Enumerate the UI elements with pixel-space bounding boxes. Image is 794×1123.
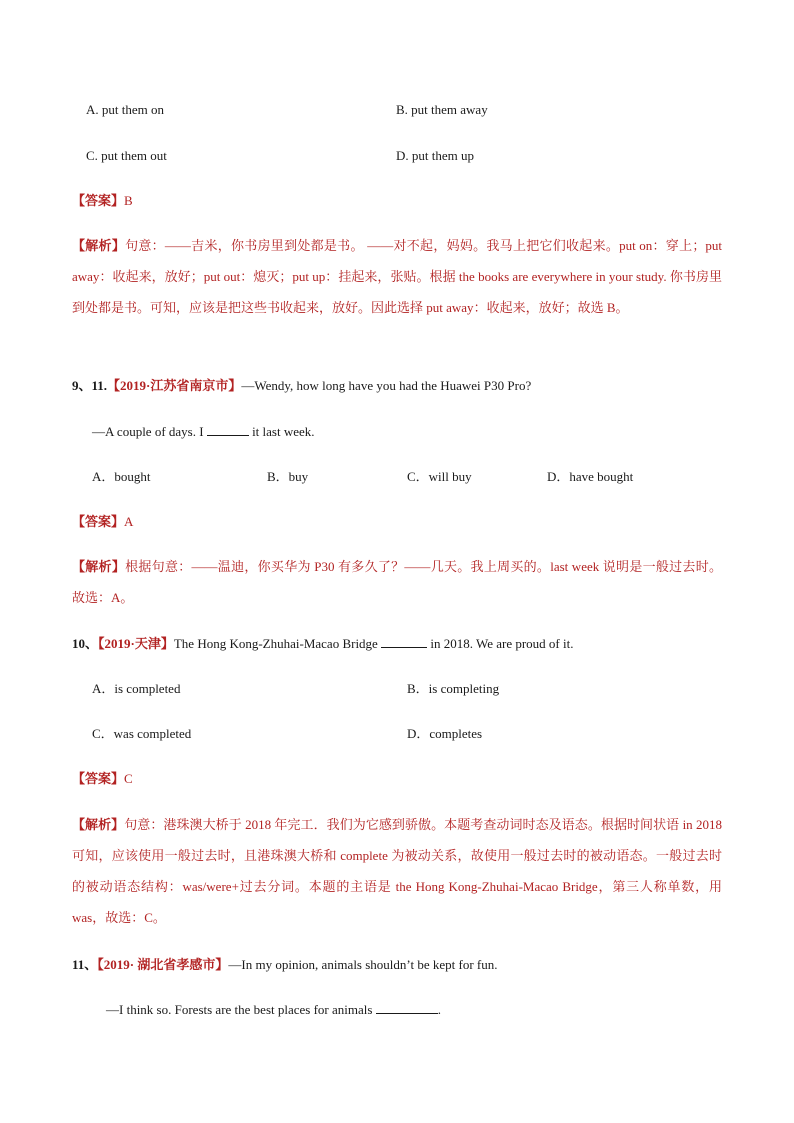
q9-stem [72,377,531,395]
answer-label: 【答案】 [72,771,125,786]
q8-option-b: B. put them away [396,102,488,117]
q9-answer [72,513,133,531]
analysis-label: 【解析】 [72,238,126,253]
q9-option-c: C．will buy [407,469,472,484]
q8-option-a: A. put them on [86,102,164,117]
analysis-label: 【解析】 [72,817,125,832]
q9-reply: —A couple of days. I it last week. [92,424,315,439]
answer-label: 【答案】 [72,193,125,208]
question-source: 【2019·天津】 [98,636,174,651]
answer-blank [376,1001,438,1014]
q9-option-a: A．bought [92,469,151,484]
q8-option-d: D. put them up [396,148,474,163]
question-number: 10、 [72,636,99,651]
answer-blank [207,423,249,436]
answer-value: A [124,514,134,529]
question-text: —Wendy, how long have you had the Huawei P30 Pro? [241,378,532,393]
q10-stem: 10、【2019·天津】The Hong Kong-Zhuhai-Macao Bridge in 2018. We are proud of it. [72,636,574,651]
question-source: 【2019·江苏省南京市】 [107,378,242,393]
q10-answer [72,770,133,788]
answer-value: B [124,193,133,208]
question-text: —In my opinion, animals shouldn’t be kept for fun. [228,957,498,972]
q10-analysis: 【解析】句意：港珠澳大桥于 2018 年完工．我们为它感到骄傲。本题考查动词时态及语态。根据时间状语 in 2018 可知，应该使用一般过去时，且港珠澳大桥和 complete 为被动关系，故使用一般过去时的被动语态。一般过去时的被动语态结构：was/were+过去分词。本题的主语是 the Hong Kong-Zhuhai-Macao Bridge，第三人称单数，用 was，故选：C。 [72,817,722,925]
q8-analysis: 【解析】句意：——吉米，你书房里到处都是书。 ——对不起，妈妈。我马上把它们收起来。put on：穿上；put away：收起来，放好；put out：熄灭；put up：挂起来，张贴。根据 the books are everywhere in your study. 你书房里到处都是书。可知，应该是把这些书收起来，放好。因此选择 put away：收起来，放好；故选 B。 [72,238,722,315]
answer-label: 【答案】 [72,514,125,529]
analysis-label: 【解析】 [72,559,126,574]
question-number: 11、 [72,957,98,972]
q11-reply: —I think so. Forests are the best places for animals . [106,1002,441,1017]
q10-option-d: D．completes [407,726,483,741]
q10-option-c: C．was completed [92,726,192,741]
answer-value: C [124,771,133,786]
question-number: 9、11. [72,378,108,393]
q11-stem [72,956,498,974]
q9-option-d: D．have bought [547,469,634,484]
q9-analysis: 【解析】根据句意：——温迪，你买华为 P30 有多久了？——几天。我上周买的。last week 说明是一般过去时。故选：A。 [72,559,722,605]
q9-option-b: B．buy [267,469,309,484]
answer-blank [381,635,427,648]
question-source: 【2019· 湖北省孝感市】 [97,957,229,972]
q8-option-c: C. put them out [86,148,167,163]
q8-answer [72,192,133,210]
q10-option-b: B．is completing [407,681,500,696]
q10-option-a: A．is completed [92,681,181,696]
